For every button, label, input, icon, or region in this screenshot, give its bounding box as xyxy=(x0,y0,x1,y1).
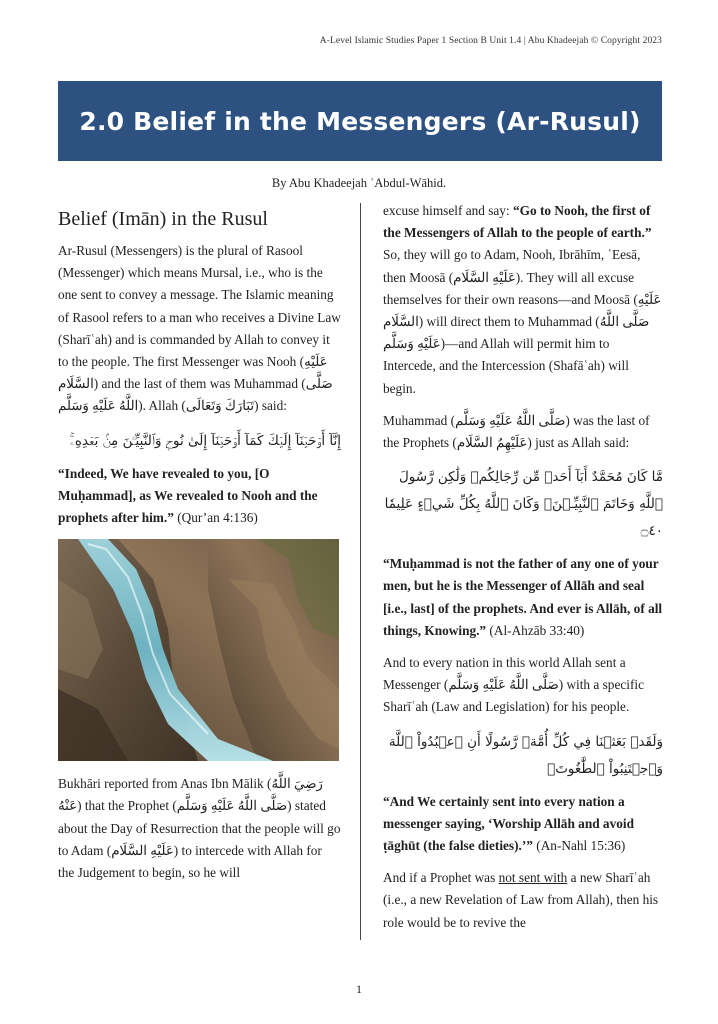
right-paragraph-4-rest: a new Sharīʿah (i.e., a new Revelation of Law from Allah), then his role would be to revive the xyxy=(383,870,659,930)
quote-3-reference: (An-Nahl 15:36) xyxy=(536,838,626,854)
section-heading: Belief (Imān) in the Rusul xyxy=(58,208,268,230)
running-header: A-Level Islamic Studies Paper 1 Section B Unit 1.4 | Abu Khadeejah © Copyright 2023 xyxy=(319,36,662,46)
right-paragraph-1-rest: So, they will go to Adam, Nooh, Ibrāhīm, ʿEesā, then Moosā (عَلَيْهِ السَّلَام). They will all excuse themselves for their own reasons—and Moosā (عَلَيْهِ السَّلَام) will direct them to Muhammad (صَلَّى اللَّهُ عَلَيْهِ وَسَلَّم)—and Allah will permit him to Intercede, and the Intercession (Shafāʿah) will begin. xyxy=(383,247,662,396)
quote-2 xyxy=(383,553,663,642)
author-byline: By Abu Khadeejah ʿAbdul-Wāhid. xyxy=(271,176,447,190)
column-divider xyxy=(360,203,361,940)
page-title: 2.0 Belief in the Messengers (Ar-Rusul) xyxy=(79,106,641,136)
intro-paragraph: Ar-Rusul (Messengers) is the plural of Rasool (Messenger) which means Mursal, i.e., who is the one sent to convey a message. The Islamic meaning of Rasool refers to a man who receives a Divine Law (Sharīʿah) and is commanded by Allah to convey it to the people. The first Messenger was Nooh (عَلَيْهِ السَّلَام) and the last of them was Muhammad (صَلَّى اللَّهُ عَلَيْهِ وَسَلَّم). Allah (تَبَارَكَ وَتَعَالَى) said: xyxy=(58,243,341,414)
canyon-river-photo xyxy=(58,539,339,761)
quote-1-text: “Indeed, We have revealed to you, [O Muḥammad], as We revealed to Nooh and the prophets after him.” xyxy=(58,465,318,526)
right-column xyxy=(383,200,663,944)
right-paragraph-1-start: excuse himself and say: xyxy=(383,203,510,218)
quote-1-reference: (Qur’an 4:136) xyxy=(177,510,258,526)
title-banner xyxy=(58,81,662,161)
right-paragraph-2: Muhammad (صَلَّى اللَّهُ عَلَيْهِ وَسَلَّم) was the last of the Prophets (عَلَيْهِمُ السَّلَام) just as Allah said: xyxy=(383,412,650,451)
right-paragraph-1 xyxy=(383,200,663,400)
underlined-phrase: not sent with xyxy=(498,870,568,886)
bukhari-paragraph: Bukhāri reported from Anas Ibn Mālik (رَضِيَ اللَّهُ عَنْهُ) that the Prophet (صَلَّى اللَّهُ عَلَيْهِ وَسَلَّم) stated about the Day of Resurrection that the people will go to Adam (عَلَيْهِ السَّلَام) to intercede with Allah for the Judgement to begin, so he will xyxy=(58,776,341,881)
right-paragraph-4 xyxy=(383,867,663,934)
quote-3-text: “And We certainly sent into every nation a messenger saying, ‘Worship Allāh and avoid ṭāghūt (the false dieties).’” xyxy=(383,793,634,854)
quote-2-text: “Muḥammad is not the father of any one of your men, but he is the Messenger of Allāh and seal [i.e., last] of the prophets. And ever is Allāh, of all things, Knowing.” xyxy=(383,556,663,638)
arabic-verse-2: مَّا كَانَ مُحَمَّدٌ أَبَآ أَحَدٖ مِّن رِّجَالِكُمۡ وَلَٰكِن رَّسُولَ ٱللَّهِ وَخَاتَمَ ٱلنَّبِيِّـۧنَۗ وَكَانَ ٱللَّهُ بِكُلِّ شَيۡءٍ عَلِيمٗا ۝٤٠ xyxy=(384,469,663,540)
quote-2-reference: (Al-Ahzāb 33:40) xyxy=(489,622,585,638)
page-number: 1 xyxy=(356,982,362,996)
nooh-quote: “Go to Nooh, the first of the Messengers of Allah to the people of earth.” xyxy=(383,203,652,241)
arabic-verse-3: وَلَقَدۡ بَعَثۡنَا فِي كُلِّ أُمَّةٖ رَّسُولًا أَنِ ٱعۡبُدُواْ ٱللَّهَ وَٱجۡتَنِبُواْ ٱلطَّٰغُوتَۖ xyxy=(388,733,663,777)
quote-1 xyxy=(58,463,341,530)
left-column xyxy=(58,200,341,894)
arabic-verse-1: إِنَّآ أَوۡحَيۡنَآ إِلَيۡكَ كَمَآ أَوۡحَيۡنَآ إِلَىٰ نُوحٖ وَٱلنَّبِيِّـۧنَ مِنۢ بَعۡدِهِۦۚ xyxy=(69,432,341,449)
right-paragraph-4-start: And if a Prophet was xyxy=(383,870,496,886)
canyon-river-image xyxy=(58,539,339,761)
right-paragraph-3: And to every nation in this world Allah sent a Messenger (صَلَّى اللَّهُ عَلَيْهِ وَسَلَّم) with a specific Sharīʿah (Law and Legislation) for his people. xyxy=(383,655,644,715)
quote-3 xyxy=(383,791,663,858)
